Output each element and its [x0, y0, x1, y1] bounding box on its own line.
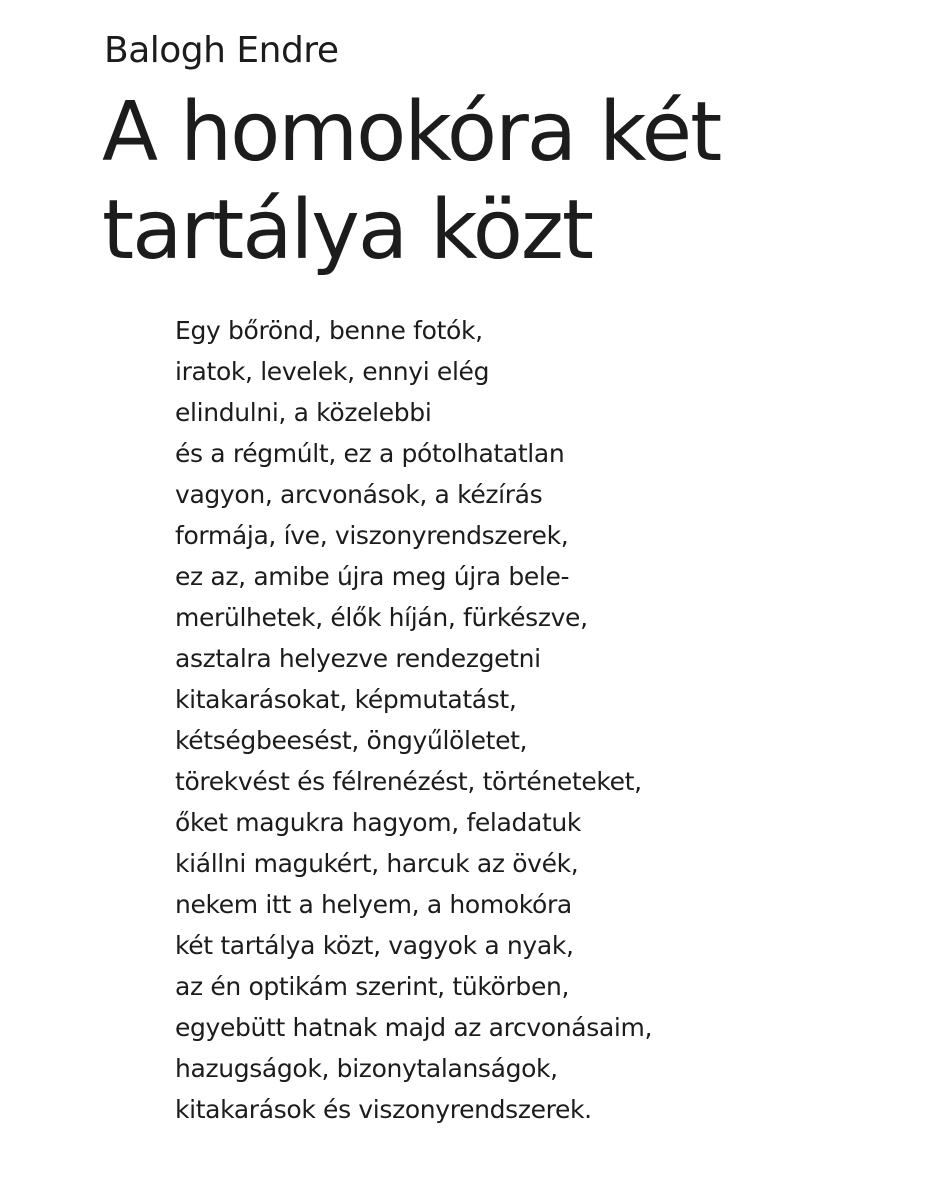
poem-body: [175, 310, 652, 1130]
poem-line: formája, íve, viszonyrendszerek,: [175, 521, 569, 550]
poem-line: kitakarásokat, képmutatást,: [175, 685, 517, 714]
poem-line: merülhetek, élők híján, fürkészve,: [175, 603, 588, 632]
poem-line: asztalra helyezve rendezgetni: [175, 644, 541, 673]
poem-line: kétségbeesést, öngyűlöletet,: [175, 726, 528, 755]
poem-line: őket magukra hagyom, feladatuk: [175, 808, 582, 837]
title-line: tartálya közt: [102, 183, 593, 278]
poem-line: egyebütt hatnak majd az arcvonásaim,: [175, 1013, 653, 1042]
title-line: A homokóra két: [102, 85, 721, 180]
poem-line: iratok, levelek, ennyi elég: [175, 357, 490, 386]
poem-line: vagyon, arcvonások, a kézírás: [175, 480, 543, 509]
poem-line: kitakarások és viszonyrendszerek.: [175, 1095, 592, 1124]
poem-line: Egy bőrönd, benne fotók,: [175, 316, 483, 345]
poem-title: [102, 84, 720, 280]
poem-line: ez az, amibe újra meg újra bele-: [175, 562, 570, 591]
poem-line: kiállni magukért, harcuk az övék,: [175, 849, 579, 878]
poem-line: két tartálya közt, vagyok a nyak,: [175, 931, 574, 960]
poem-line: törekvést és félrenézést, történeteket,: [175, 767, 642, 796]
poem-line: elindulni, a közelebbi: [175, 398, 432, 427]
poem-line: és a régmúlt, ez a pótolhatatlan: [175, 439, 565, 468]
author-name: Balogh Endre: [104, 30, 339, 71]
poem-line: nekem itt a helyem, a homokóra: [175, 890, 572, 919]
poem-line: hazugságok, bizonytalanságok,: [175, 1054, 558, 1083]
poem-line: az én optikám szerint, tükörben,: [175, 972, 570, 1001]
